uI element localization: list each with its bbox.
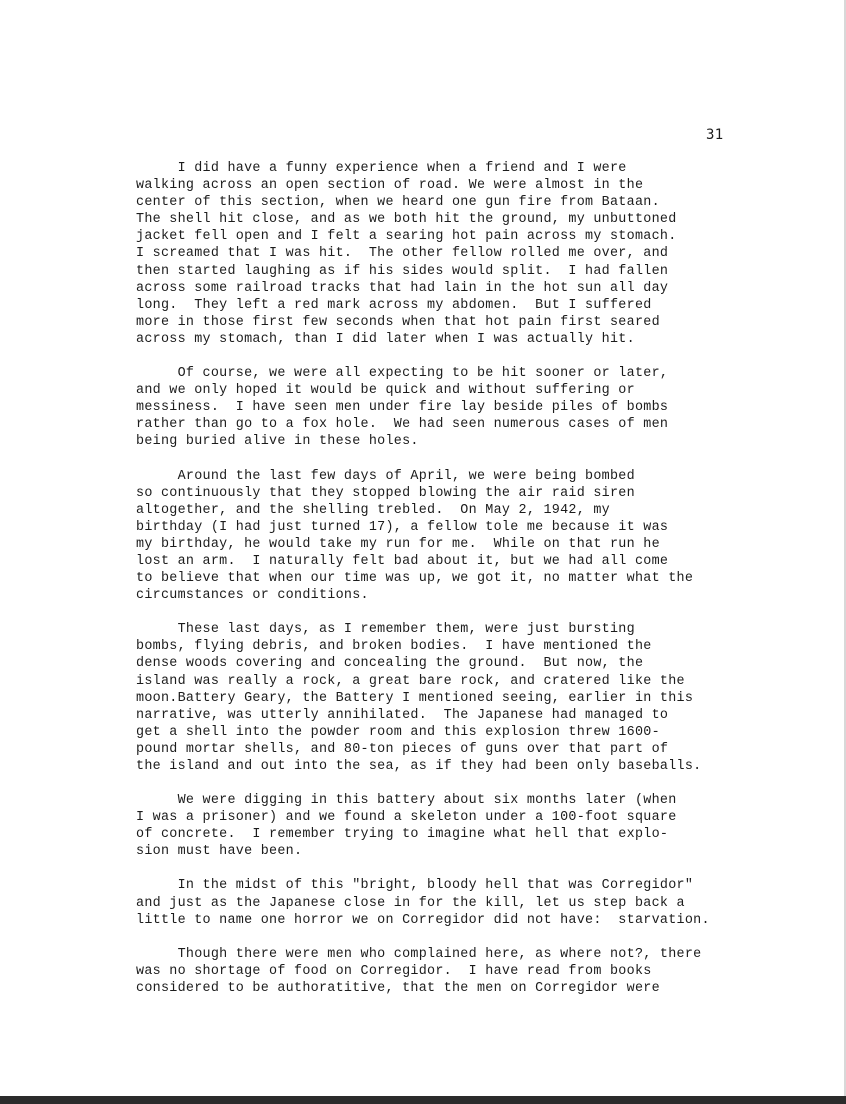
paragraph (136, 946, 826, 997)
text-line: I was a prisoner) and we found a skeleton under a 100-foot square (136, 810, 677, 826)
page-number: 31 (706, 127, 724, 143)
text-line: then started laughing as if his sides would split. I had fallen (136, 263, 669, 279)
paragraph (136, 365, 826, 450)
text-line: island was really a rock, a great bare rock, and cratered like the (136, 673, 685, 689)
scan-bottom-border (0, 1096, 846, 1104)
paragraph (136, 468, 826, 605)
text-line: narrative, was utterly annihilated. The Japanese had managed to (136, 707, 669, 723)
text-line: and just as the Japanese close in for the kill, let us step back a (136, 895, 685, 911)
text-line: birthday (I had just turned 17), a fellow tole me because it was (136, 519, 669, 535)
text-line: walking across an open section of road. We were almost in the (136, 178, 644, 194)
text-line: long. They left a red mark across my abdomen. But I suffered (136, 297, 652, 313)
text-line: In the midst of this "bright, bloody hell that was Corregidor" (136, 878, 694, 894)
text-line: and we only hoped it would be quick and without suffering or (136, 383, 635, 399)
text-line: bombs, flying debris, and broken bodies. I have mentioned the (136, 639, 652, 655)
text-line: sion must have been. (136, 844, 303, 860)
text-line: was no shortage of food on Corregidor. I have read from books (136, 963, 652, 979)
text-line: Though there were men who complained here, as where not?, there (136, 946, 702, 962)
text-line: messiness. I have seen men under fire lay beside piles of bombs (136, 400, 669, 416)
paragraph (136, 621, 826, 775)
text-line: rather than go to a fox hole. We had seen numerous cases of men (136, 417, 669, 433)
text-line: Of course, we were all expecting to be hit sooner or later, (136, 366, 669, 382)
text-line: of concrete. I remember trying to imagine what hell that explo- (136, 827, 669, 843)
text-line: center of this section, when we heard one gun fire from Bataan. (136, 195, 660, 211)
text-line: I screamed that I was hit. The other fellow rolled me over, and (136, 246, 669, 262)
text-line: the island and out into the sea, as if they had been only baseballs. (136, 759, 702, 774)
text-line: across some railroad tracks that had lain in the hot sun all day (136, 280, 669, 296)
paragraph (136, 877, 826, 928)
text-line: my birthday, he would take my run for me. While on that run he (136, 536, 660, 552)
text-line: Around the last few days of April, we were being bombed (136, 468, 635, 484)
text-line: to believe that when our time was up, we got it, no matter what the (136, 571, 694, 587)
text-line: dense woods covering and concealing the ground. But now, the (136, 656, 644, 672)
text-line: circumstances or conditions. (136, 588, 369, 604)
body-text (136, 160, 826, 1014)
text-line: lost an arm. I naturally felt bad about it, but we had all come (136, 553, 669, 569)
text-line: being buried alive in these holes. (136, 434, 419, 450)
text-line: The shell hit close, and as we both hit the ground, my unbuttoned (136, 212, 677, 228)
paragraph (136, 160, 826, 348)
text-line: altogether, and the shelling trebled. On May 2, 1942, my (136, 502, 610, 518)
text-line: considered to be authoratitive, that the men on Corregidor were (136, 980, 660, 996)
text-line: little to name one horror we on Corregidor did not have: starvation. (136, 912, 710, 928)
text-line: so continuously that they stopped blowing the air raid siren (136, 485, 635, 501)
text-line: pound mortar shells, and 80-ton pieces of guns over that part of (136, 741, 669, 757)
text-line: jacket fell open and I felt a searing hot pain across my stomach. (136, 229, 677, 245)
text-line: get a shell into the powder room and this explosion threw 1600- (136, 724, 660, 740)
text-line: These last days, as I remember them, were just bursting (136, 622, 635, 638)
text-line: moon.Battery Geary, the Battery I mentioned seeing, earlier in this (136, 690, 694, 706)
text-line: I did have a funny experience when a friend and I were (136, 161, 627, 176)
paragraph (136, 792, 826, 860)
text-line: more in those first few seconds when that hot pain first seared (136, 314, 660, 330)
text-line: We were digging in this battery about six months later (when (136, 793, 677, 809)
text-line: across my stomach, than I did later when I was actually hit. (136, 331, 635, 347)
